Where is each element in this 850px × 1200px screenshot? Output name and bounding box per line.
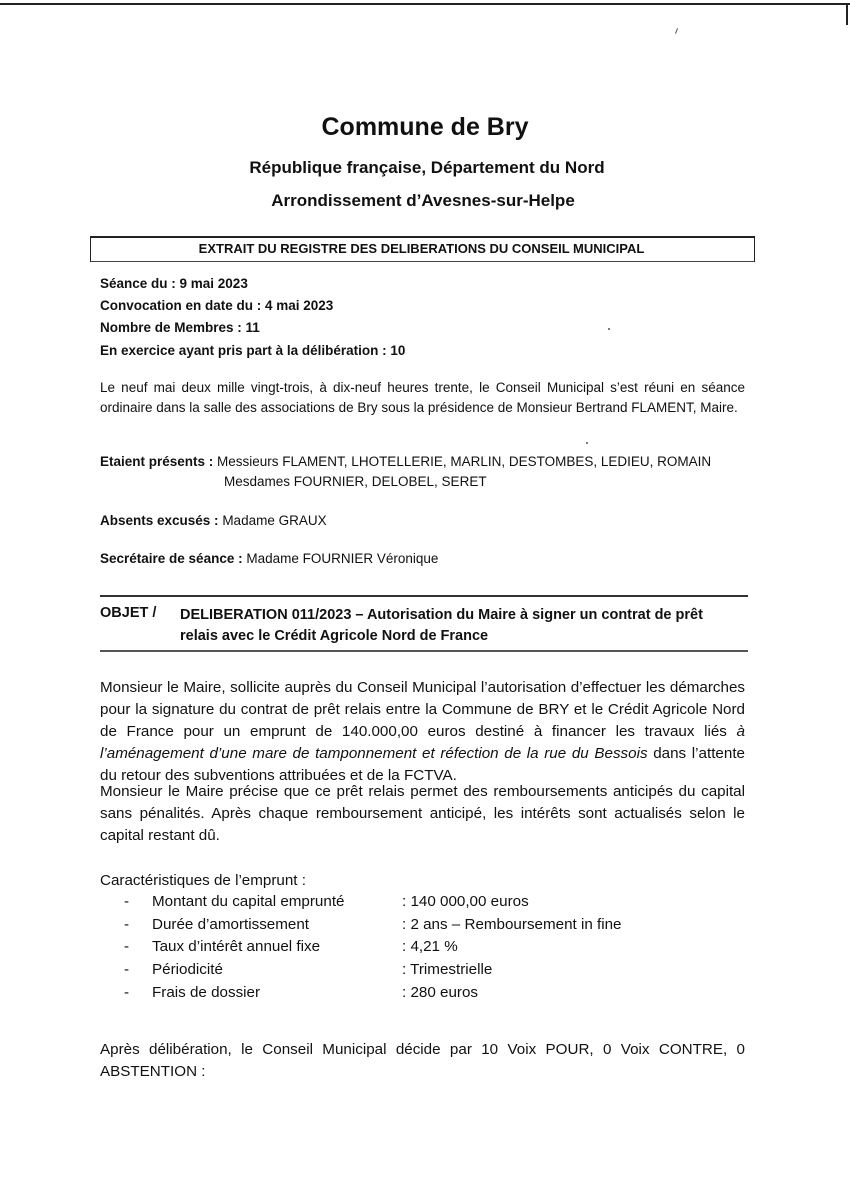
- register-title: EXTRAIT DU REGISTRE DES DELIBERATIONS DU CONSEIL MUNICIPAL: [198, 241, 645, 256]
- body-paragraph-1: [100, 677, 745, 787]
- intro-paragraph: Le neuf mai deux mille vingt-trois, à dix-neuf heures trente, le Conseil Municipal s’est réuni en séance ordinaire dans la salle des associations de Bry sous la présidence de Monsieur Bertrand FLAMENT, Maire.: [100, 380, 745, 415]
- caracteristiques-list: [100, 891, 750, 1004]
- bullet-dash: -: [124, 938, 130, 956]
- decision-paragraph: Après délibération, le Conseil Municipal décide par 10 Voix POUR, 0 Voix CONTRE, 0 ABSTENTION :: [100, 1041, 745, 1080]
- presents-messieurs: Messieurs FLAMENT, LHOTELLERIE, MARLIN, DESTOMBES, LEDIEU, ROMAIN: [213, 454, 712, 469]
- caracteristique-label: Frais de dossier: [152, 983, 261, 1001]
- caracteristique-value: : 2 ans – Remboursement in fine: [402, 915, 622, 933]
- objet-rule-top: [100, 595, 748, 597]
- list-item: [100, 982, 750, 1005]
- bullet-dash: -: [124, 961, 130, 979]
- absents-label: Absents excusés :: [100, 513, 219, 528]
- seance-date: Séance du : 9 mai 2023: [100, 276, 248, 291]
- scan-speck: [586, 442, 588, 444]
- list-item: [100, 959, 750, 982]
- absents-value: Madame GRAUX: [218, 513, 327, 528]
- presents-block: [100, 452, 711, 492]
- commune-title: Commune de Bry: [321, 113, 529, 141]
- membres-exercice: En exercice ayant pris part à la délibération : 10: [100, 342, 406, 358]
- register-rule-bottom: [91, 261, 754, 263]
- body-paragraph-2: Monsieur le Maire précise que ce prêt relais permet des remboursements anticipés du capital sans pénalités. Après chaque remboursement anticipé, les intérêts sont actualisés selon le capital restant dû.: [100, 783, 745, 844]
- scan-border-right: [846, 3, 848, 25]
- list-item: [100, 914, 750, 937]
- secretaire-label: Secrétaire de séance :: [100, 551, 243, 566]
- caracteristique-label: Taux d’intérêt annuel fixe: [152, 938, 321, 956]
- body-p1-end: dans l’attente du retour des subventions attribuées et de la FCTVA.: [100, 745, 745, 784]
- bullet-dash: -: [124, 915, 130, 933]
- register-rule-top: [91, 236, 754, 238]
- caracteristique-label: Périodicité: [152, 961, 223, 979]
- caracteristique-value: : 4,21 %: [402, 938, 458, 956]
- caracteristique-value: : 280 euros: [402, 983, 478, 1001]
- secretaire-line: [100, 551, 438, 566]
- seance-meta: [100, 273, 405, 362]
- subtitle-arrondissement: Arrondissement d’Avesnes-sur-Helpe: [271, 191, 575, 210]
- scan-speck: [675, 28, 678, 34]
- scan-border-top: [0, 3, 850, 5]
- caracteristique-label: Durée d’amortissement: [152, 915, 309, 933]
- list-item: [100, 936, 750, 959]
- subtitle-republique: République française, Département du Nord: [249, 158, 605, 177]
- objet-label: OBJET /: [100, 605, 157, 621]
- objet-text: DELIBERATION 011/2023 – Autorisation du Maire à signer un contrat de prêt relais avec le Crédit Agricole Nord de France: [180, 607, 703, 644]
- body-p1-italic: à l’aménagement d’une mare de tamponnement et réfection de la rue du Bessois: [100, 723, 745, 762]
- caracteristique-value: : 140 000,00 euros: [402, 893, 529, 910]
- absents-line: [100, 513, 327, 528]
- list-item: [100, 891, 750, 914]
- presents-label: Etaient présents :: [100, 454, 214, 469]
- bullet-dash: -: [124, 983, 130, 1001]
- caracteristiques-title: Caractéristiques de l’emprunt :: [100, 872, 306, 889]
- body-p1-start: Monsieur le Maire, sollicite auprès du Conseil Municipal l’autorisation d’effectuer les démarches pour la signature du contrat de prêt relais entre la Commune de BRY et le Crédit Agricole Nord de France pour un emprunt de 140.000,00 euros destiné à financer les travaux liés: [100, 679, 745, 740]
- caracteristique-value: : Trimestrielle: [402, 961, 493, 979]
- convocation-date: Convocation en date du : 4 mai 2023: [100, 298, 334, 314]
- secretaire-value: Madame FOURNIER Véronique: [242, 551, 439, 566]
- bullet-dash: -: [124, 893, 130, 910]
- scan-speck: [608, 328, 610, 330]
- caracteristique-label: Montant du capital emprunté: [152, 893, 345, 910]
- nombre-membres: Nombre de Membres : 11: [100, 320, 260, 336]
- objet-rule-bottom: [100, 650, 748, 652]
- presents-mesdames: Mesdames FOURNIER, DELOBEL, SERET: [224, 474, 487, 489]
